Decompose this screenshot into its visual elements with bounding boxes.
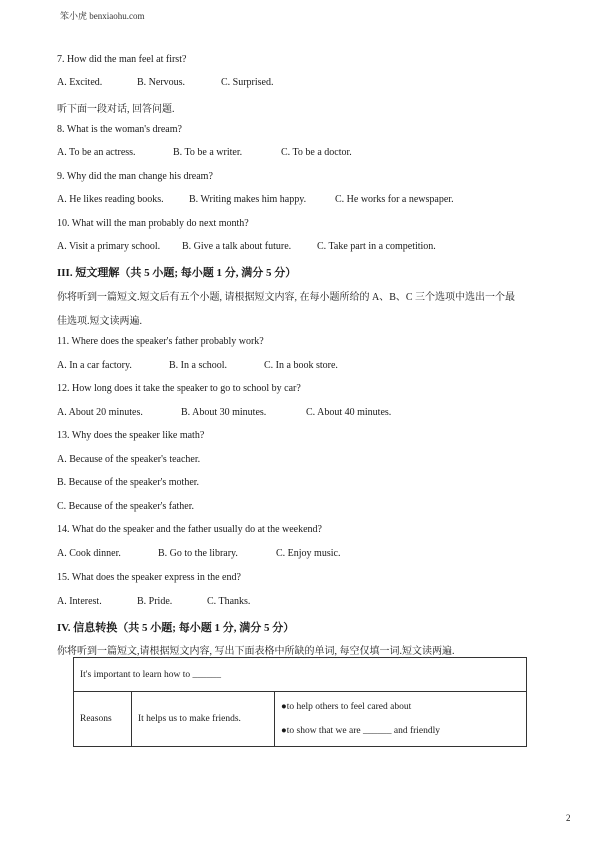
question-7: 7. How did the man feel at first? <box>57 54 187 65</box>
q7-option-b: B. Nervous. <box>137 77 186 88</box>
q8-option-a: A. To be an actress. <box>57 147 136 158</box>
section-heading-iv: IV. 信息转换（共 5 小题; 每小题 1 分, 满分 5 分） <box>57 622 295 634</box>
question-8: 8. What is the woman's dream? <box>57 124 182 135</box>
q13-option-a: A. Because of the speaker's teacher. <box>57 454 201 465</box>
dialogue-instruction: 听下面一段对话, 回答问题. <box>57 104 175 115</box>
q11-option-a: A. In a car factory. <box>57 360 132 371</box>
site-header: 笨小虎 benxiaohu.com <box>60 11 145 21</box>
q14-option-a: A. Cook dinner. <box>57 548 121 559</box>
info-table <box>73 657 527 747</box>
q13-option-b: B. Because of the speaker's mother. <box>57 477 200 488</box>
question-13: 13. Why does the speaker like math? <box>57 430 205 441</box>
table-row <box>74 658 527 692</box>
q13-option-c: C. Because of the speaker's father. <box>57 501 195 512</box>
q11-option-c: C. In a book store. <box>264 360 338 371</box>
section-iii-instruction-1: 你将听到一篇短文.短文后有五个小题, 请根据短文内容, 在每小题所给的 A、B、C 三个选项中选出一个最 <box>57 292 516 303</box>
q7-option-a: A. Excited. <box>57 77 103 88</box>
question-15: 15. What does the speaker express in the end? <box>57 572 241 583</box>
q12-option-b: B. About 30 minutes. <box>181 407 267 418</box>
q15-option-c: C. Thanks. <box>207 596 251 607</box>
q9-option-b: B. Writing makes him happy. <box>189 194 307 205</box>
q10-option-a: A. Visit a primary school. <box>57 241 161 252</box>
section-iv-instruction: 你将听到一篇短文,请根据短文内容, 写出下面表格中所缺的单词, 每空仅填一词.短文读两遍. <box>57 646 455 657</box>
q14-option-c: C. Enjoy music. <box>276 548 341 559</box>
page-number: 2 <box>566 813 571 823</box>
question-12: 12. How long does it take the speaker to go to school by car? <box>57 383 301 394</box>
question-11: 11. Where does the speaker's father probably work? <box>57 336 264 347</box>
question-14: 14. What do the speaker and the father usually do at the weekend? <box>57 524 322 535</box>
q11-option-b: B. In a school. <box>169 360 228 371</box>
section-iii-instruction-2: 佳选项.短文读两遍. <box>57 316 142 327</box>
q7-option-c: C. Surprised. <box>221 77 274 88</box>
q15-option-a: A. Interest. <box>57 596 102 607</box>
reason-bullets-cell <box>275 692 527 747</box>
table-row <box>74 692 527 747</box>
q10-option-b: B. Give a talk about future. <box>182 241 292 252</box>
q14-option-b: B. Go to the library. <box>158 548 238 559</box>
q9-option-c: C. He works for a newspaper. <box>335 194 454 205</box>
q10-option-c: C. Take part in a competition. <box>317 241 436 252</box>
question-9: 9. Why did the man change his dream? <box>57 171 213 182</box>
reason-bullet: ●to help others to feel cared about <box>281 702 412 712</box>
section-heading-iii: III. 短文理解（共 5 小题; 每小题 1 分, 满分 5 分） <box>57 267 297 279</box>
q15-option-b: B. Pride. <box>137 596 173 607</box>
reason-bullet: ●to show that we are ______ and friendly <box>281 726 441 736</box>
q8-option-c: C. To be a doctor. <box>281 147 352 158</box>
q8-option-b: B. To be a writer. <box>173 147 243 158</box>
q12-option-a: A. About 20 minutes. <box>57 407 143 418</box>
q12-option-c: C. About 40 minutes. <box>306 407 392 418</box>
question-10: 10. What will the man probably do next month? <box>57 218 249 229</box>
table-title-cell: It's important to learn how to ______ <box>74 658 527 692</box>
reason-main-cell: It helps us to make friends. <box>132 692 275 747</box>
reasons-label-cell: Reasons <box>74 692 132 747</box>
q9-option-a: A. He likes reading books. <box>57 194 164 205</box>
